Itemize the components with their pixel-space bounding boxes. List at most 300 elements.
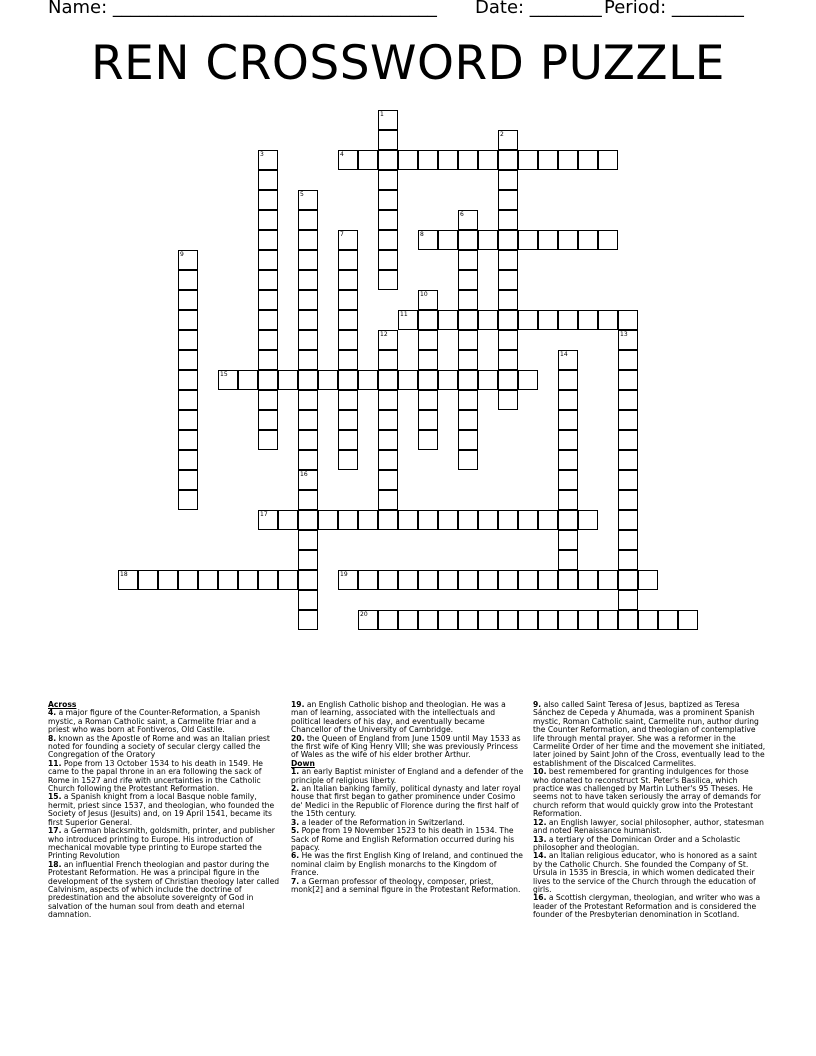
grid-cell[interactable] [258, 570, 278, 590]
grid-cell[interactable] [218, 370, 238, 390]
grid-cell[interactable] [458, 250, 478, 270]
grid-cell[interactable] [558, 610, 578, 630]
grid-cell[interactable] [458, 210, 478, 230]
clue-item-text: a German professor of theology, composer, priest, monk[2] and a seminal figure in the Protestant Reformation. [291, 876, 521, 894]
grid-cell[interactable] [258, 230, 278, 250]
grid-cell[interactable] [558, 470, 578, 490]
clue-item-number: 15. [48, 792, 62, 802]
grid-cell[interactable] [278, 370, 298, 390]
grid-cell[interactable] [338, 250, 358, 270]
grid-cell[interactable] [438, 610, 458, 630]
grid-cell[interactable] [158, 570, 178, 590]
grid-cell[interactable] [418, 150, 438, 170]
grid-cell[interactable] [518, 570, 538, 590]
grid-cell[interactable] [458, 350, 478, 370]
grid-cell[interactable] [518, 510, 538, 530]
clue-item-text: best remembered for granting indulgences for those who donated to reconstruct St. Peter's Basilica, which practice was challenged by Martin Luther's 95 Theses. He seems not to have taken seriously the array of demands for church reform that would quickly grow into the Protestant Reformation. [533, 767, 761, 819]
grid-cell[interactable] [298, 230, 318, 250]
grid-cell[interactable] [598, 230, 618, 250]
grid-cell[interactable] [458, 570, 478, 590]
grid-cell[interactable] [378, 570, 398, 590]
grid-cell[interactable] [418, 510, 438, 530]
grid-cell[interactable] [558, 310, 578, 330]
grid-cell[interactable] [278, 510, 298, 530]
grid-cell[interactable] [558, 370, 578, 390]
grid-cell[interactable] [338, 270, 358, 290]
grid-cell[interactable] [258, 370, 278, 390]
grid-cell[interactable] [178, 450, 198, 470]
grid-cell[interactable] [258, 510, 278, 530]
grid-cell[interactable] [458, 370, 478, 390]
grid-cell[interactable] [458, 390, 478, 410]
grid-cell[interactable] [298, 250, 318, 270]
grid-cell[interactable] [618, 570, 638, 590]
grid-cell[interactable] [458, 430, 478, 450]
clue-item-number: 19. [291, 700, 305, 709]
grid-cell[interactable] [498, 230, 518, 250]
grid-cell[interactable] [338, 230, 358, 250]
grid-cell[interactable] [258, 390, 278, 410]
grid-cell[interactable] [378, 390, 398, 410]
grid-cell[interactable] [178, 250, 198, 270]
grid-cell[interactable] [378, 250, 398, 270]
grid-cell[interactable] [518, 610, 538, 630]
grid-cell[interactable] [438, 310, 458, 330]
date-field-label: Date: ________ [475, 0, 602, 18]
clue-number: 2 [500, 131, 504, 138]
grid-cell[interactable] [338, 570, 358, 590]
grid-cell[interactable] [178, 270, 198, 290]
grid-cell[interactable] [498, 370, 518, 390]
grid-cell[interactable] [458, 310, 478, 330]
grid-cell[interactable] [478, 150, 498, 170]
grid-cell[interactable] [298, 510, 318, 530]
clues-column-1 [48, 701, 280, 920]
clue-item-number: 16. [533, 893, 547, 903]
grid-cell[interactable] [378, 110, 398, 130]
clue-item-text: a major figure of the Counter-Reformation, a Spanish mystic, a Roman Catholic saint, a Carmelite friar and a priest who was born at Fontiveros, Old Castile. [48, 708, 261, 735]
clue-number: 19 [340, 571, 348, 578]
grid-cell[interactable] [378, 470, 398, 490]
clue-number: 3 [260, 151, 264, 158]
grid-cell[interactable] [418, 410, 438, 430]
grid-cell[interactable] [298, 470, 318, 490]
clue-item [533, 768, 766, 818]
clue-number: 4 [340, 151, 344, 158]
clue-item [48, 793, 280, 827]
grid-cell[interactable] [298, 310, 318, 330]
grid-cell[interactable] [358, 610, 378, 630]
grid-cell[interactable] [458, 290, 478, 310]
grid-cell[interactable] [618, 430, 638, 450]
clue-item [48, 709, 280, 734]
grid-cell[interactable] [298, 370, 318, 390]
grid-cell[interactable] [498, 350, 518, 370]
grid-cell[interactable] [338, 450, 358, 470]
grid-cell[interactable] [558, 150, 578, 170]
grid-cell[interactable] [618, 490, 638, 510]
clue-item-text: an English Catholic bishop and theologian. He was a man of learning, associated with the intellectuals and political leaders of his day, and eventually became Chancellor of the University of Cambridge. [291, 700, 506, 735]
grid-cell[interactable] [378, 410, 398, 430]
grid-cell[interactable] [258, 270, 278, 290]
clue-number: 1 [380, 111, 384, 118]
grid-cell[interactable] [498, 390, 518, 410]
clue-item-number: 3. [291, 817, 300, 827]
grid-cell[interactable] [398, 510, 418, 530]
grid-cell[interactable] [338, 370, 358, 390]
clue-number: 9 [180, 251, 184, 258]
name-field-label: Name: ____________________________________ [48, 0, 437, 18]
clue-item [291, 735, 524, 760]
grid-cell[interactable] [418, 230, 438, 250]
grid-cell[interactable] [378, 150, 398, 170]
clue-item-number: 10. [533, 767, 547, 777]
grid-cell[interactable] [258, 350, 278, 370]
grid-cell[interactable] [578, 510, 598, 530]
down-heading: Down [291, 758, 315, 768]
grid-cell[interactable] [298, 530, 318, 550]
grid-cell[interactable] [318, 370, 338, 390]
grid-cell[interactable] [618, 510, 638, 530]
grid-cell[interactable] [658, 610, 678, 630]
grid-cell[interactable] [478, 510, 498, 530]
clue-item-text: a tertiary of the Dominican Order and a Scholastic philosopher and theologian. [533, 834, 741, 852]
grid-cell[interactable] [298, 550, 318, 570]
grid-cell[interactable] [558, 230, 578, 250]
grid-cell[interactable] [638, 610, 658, 630]
grid-cell[interactable] [378, 130, 398, 150]
grid-cell[interactable] [258, 150, 278, 170]
grid-cell[interactable] [338, 330, 358, 350]
grid-cell[interactable] [418, 350, 438, 370]
across-heading: Across [48, 700, 77, 709]
grid-cell[interactable] [558, 390, 578, 410]
grid-cell[interactable] [258, 210, 278, 230]
clue-item-number: 17. [48, 826, 62, 836]
grid-cell[interactable] [498, 190, 518, 210]
clue-item-text: an early Baptist minister of England and a defender of the principle of religious liberty. [291, 767, 524, 785]
grid-cell[interactable] [458, 230, 478, 250]
grid-cell[interactable] [578, 570, 598, 590]
grid-cell[interactable] [378, 370, 398, 390]
grid-cell[interactable] [298, 190, 318, 210]
grid-cell[interactable] [458, 150, 478, 170]
grid-cell[interactable] [618, 310, 638, 330]
grid-cell[interactable] [378, 510, 398, 530]
grid-cell[interactable] [618, 390, 638, 410]
grid-cell[interactable] [298, 430, 318, 450]
grid-cell[interactable] [178, 290, 198, 310]
grid-cell[interactable] [498, 330, 518, 350]
grid-cell[interactable] [478, 310, 498, 330]
grid-cell[interactable] [558, 510, 578, 530]
grid-cell[interactable] [618, 450, 638, 470]
grid-cell[interactable] [258, 190, 278, 210]
grid-cell[interactable] [458, 330, 478, 350]
clue-number: 13 [620, 331, 628, 338]
clue-item [291, 852, 524, 877]
grid-cell[interactable] [258, 290, 278, 310]
clue-number: 18 [120, 571, 128, 578]
clue-item-text: a Scottish clergyman, theologian, and writer who was a leader of the Protestant Reformation and is considered the founder of the Presbyterian denomination in Scotland. [533, 893, 761, 920]
grid-cell[interactable] [498, 210, 518, 230]
grid-cell[interactable] [598, 570, 618, 590]
grid-cell[interactable] [258, 330, 278, 350]
clue-item-number: 8. [48, 733, 57, 743]
clue-item-number: 11. [48, 758, 62, 768]
grid-cell[interactable] [618, 330, 638, 350]
grid-cell[interactable] [458, 450, 478, 470]
grid-cell[interactable] [178, 570, 198, 590]
grid-cell[interactable] [298, 290, 318, 310]
grid-cell[interactable] [298, 490, 318, 510]
grid-cell[interactable] [618, 350, 638, 370]
grid-cell[interactable] [298, 330, 318, 350]
grid-cell[interactable] [178, 310, 198, 330]
grid-cell[interactable] [298, 210, 318, 230]
grid-cell[interactable] [298, 350, 318, 370]
grid-cell[interactable] [578, 150, 598, 170]
grid-cell[interactable] [498, 150, 518, 170]
grid-cell[interactable] [398, 570, 418, 590]
period-field-label: Period: ________ [604, 0, 744, 18]
grid-cell[interactable] [378, 610, 398, 630]
grid-cell[interactable] [438, 150, 458, 170]
grid-cell[interactable] [378, 270, 398, 290]
clue-number: 15 [220, 371, 228, 378]
grid-cell[interactable] [378, 450, 398, 470]
clue-item-text: an influential French theologian and pastor during the Protestant Reformation. He was a principal figure in the development of the system of Christian theology later called Calvinism, aspects of which include the doctrine of predestination and the absolute sovereignty of God in salvation of the human soul from death and eternal damnation. [48, 859, 280, 920]
grid-cell[interactable] [518, 370, 538, 390]
grid-cell[interactable] [298, 450, 318, 470]
grid-cell[interactable] [558, 490, 578, 510]
grid-cell[interactable] [498, 290, 518, 310]
grid-cell[interactable] [178, 390, 198, 410]
grid-cell[interactable] [418, 290, 438, 310]
clue-item [48, 861, 280, 920]
grid-cell[interactable] [538, 230, 558, 250]
grid-cell[interactable] [458, 270, 478, 290]
grid-cell[interactable] [338, 410, 358, 430]
grid-cell[interactable] [178, 470, 198, 490]
grid-cell[interactable] [298, 610, 318, 630]
grid-cell[interactable] [498, 250, 518, 270]
grid-cell[interactable] [558, 430, 578, 450]
grid-cell[interactable] [458, 410, 478, 430]
clue-number: 11 [400, 311, 408, 318]
clue-item-text: known as the Apostle of Rome and was an Italian priest noted for founding a society of secular clergy called the Congregation of the Oratory [48, 733, 270, 760]
grid-cell[interactable] [638, 570, 658, 590]
grid-cell[interactable] [378, 430, 398, 450]
grid-cell[interactable] [298, 270, 318, 290]
clues-column-3 [533, 701, 766, 920]
clue-item-text: Pope from 19 November 1523 to his death in 1534. The Sack of Rome and English Reformation occurred during his papacy. [291, 826, 515, 852]
clue-number: 20 [360, 611, 368, 618]
clue-item-number: 2. [291, 784, 300, 794]
grid-cell[interactable] [438, 230, 458, 250]
grid-cell[interactable] [338, 430, 358, 450]
grid-cell[interactable] [618, 410, 638, 430]
grid-cell[interactable] [558, 450, 578, 470]
grid-cell[interactable] [378, 350, 398, 370]
grid-cell[interactable] [538, 310, 558, 330]
grid-cell[interactable] [578, 610, 598, 630]
grid-cell[interactable] [298, 390, 318, 410]
grid-cell[interactable] [298, 570, 318, 590]
grid-cell[interactable] [118, 570, 138, 590]
grid-cell[interactable] [398, 610, 418, 630]
grid-cell[interactable] [138, 570, 158, 590]
grid-cell[interactable] [338, 150, 358, 170]
grid-cell[interactable] [238, 370, 258, 390]
grid-cell[interactable] [458, 610, 478, 630]
grid-cell[interactable] [378, 330, 398, 350]
grid-cell[interactable] [378, 190, 398, 210]
grid-cell[interactable] [258, 430, 278, 450]
grid-cell[interactable] [358, 510, 378, 530]
grid-cell[interactable] [558, 550, 578, 570]
grid-cell[interactable] [598, 310, 618, 330]
clue-number: 8 [420, 231, 424, 238]
grid-cell[interactable] [458, 510, 478, 530]
clue-number: 14 [560, 351, 568, 358]
grid-cell[interactable] [498, 170, 518, 190]
grid-cell[interactable] [418, 570, 438, 590]
grid-cell[interactable] [178, 370, 198, 390]
grid-cell[interactable] [538, 510, 558, 530]
grid-cell[interactable] [218, 570, 238, 590]
grid-cell[interactable] [418, 310, 438, 330]
grid-cell[interactable] [358, 370, 378, 390]
grid-cell[interactable] [278, 570, 298, 590]
grid-cell[interactable] [418, 610, 438, 630]
clue-number: 7 [340, 231, 344, 238]
grid-cell[interactable] [518, 150, 538, 170]
grid-cell[interactable] [178, 430, 198, 450]
grid-cell[interactable] [358, 570, 378, 590]
grid-cell[interactable] [618, 590, 638, 610]
grid-cell[interactable] [258, 170, 278, 190]
grid-cell[interactable] [438, 570, 458, 590]
grid-cell[interactable] [498, 570, 518, 590]
grid-cell[interactable] [398, 310, 418, 330]
grid-cell[interactable] [318, 510, 338, 530]
clue-number: 16 [300, 471, 308, 478]
grid-cell[interactable] [578, 310, 598, 330]
grid-cell[interactable] [618, 530, 638, 550]
grid-cell[interactable] [498, 610, 518, 630]
clue-item-number: 14. [533, 851, 547, 861]
grid-cell[interactable] [538, 610, 558, 630]
grid-cell[interactable] [558, 570, 578, 590]
grid-cell[interactable] [618, 550, 638, 570]
grid-cell[interactable] [178, 410, 198, 430]
grid-cell[interactable] [538, 150, 558, 170]
clue-item-number: 7. [291, 876, 300, 886]
grid-cell[interactable] [378, 490, 398, 510]
grid-cell[interactable] [258, 250, 278, 270]
clue-item-number: 20. [291, 733, 305, 743]
clue-item [48, 827, 280, 861]
grid-cell[interactable] [678, 610, 698, 630]
grid-cell[interactable] [338, 350, 358, 370]
clue-item-number: 4. [48, 708, 57, 718]
grid-cell[interactable] [418, 390, 438, 410]
grid-cell[interactable] [518, 230, 538, 250]
grid-cell[interactable] [298, 590, 318, 610]
grid-cell[interactable] [398, 150, 418, 170]
grid-cell[interactable] [258, 410, 278, 430]
grid-cell[interactable] [238, 570, 258, 590]
grid-cell[interactable] [558, 530, 578, 550]
grid-cell[interactable] [438, 510, 458, 530]
grid-cell[interactable] [418, 430, 438, 450]
grid-cell[interactable] [398, 370, 418, 390]
clue-item-text: a Spanish knight from a local Basque noble family, hermit, priest since 1537, and theologian, who founded the Society of Jesus (Jesuits) and, on 19 April 1541, became its first Superior General. [48, 792, 275, 827]
clues-column-2 [291, 701, 524, 894]
clue-item [291, 878, 524, 895]
grid-cell[interactable] [618, 470, 638, 490]
grid-cell[interactable] [338, 290, 358, 310]
grid-cell[interactable] [498, 270, 518, 290]
grid-cell[interactable] [478, 230, 498, 250]
grid-cell[interactable] [478, 610, 498, 630]
grid-cell[interactable] [358, 150, 378, 170]
clue-item-number: 9. [533, 700, 542, 709]
grid-cell[interactable] [498, 130, 518, 150]
grid-cell[interactable] [378, 230, 398, 250]
clue-item [291, 768, 524, 785]
clue-item [533, 894, 766, 919]
grid-cell[interactable] [498, 310, 518, 330]
grid-cell[interactable] [418, 330, 438, 350]
grid-cell[interactable] [178, 350, 198, 370]
grid-cell[interactable] [298, 410, 318, 430]
grid-cell[interactable] [598, 610, 618, 630]
clue-item-text: a German blacksmith, goldsmith, printer, and publisher who introduced printing to Europe. His introduction of mechanical movable type printing to Europe started the Printing Revolution [48, 826, 275, 861]
clue-item [48, 760, 280, 794]
grid-cell[interactable] [558, 350, 578, 370]
clue-number: 12 [380, 331, 388, 338]
grid-cell[interactable] [518, 310, 538, 330]
grid-cell[interactable] [338, 510, 358, 530]
grid-cell[interactable] [338, 310, 358, 330]
grid-cell[interactable] [498, 510, 518, 530]
grid-cell[interactable] [378, 210, 398, 230]
grid-cell[interactable] [618, 370, 638, 390]
clue-item-text: Pope from 13 October 1534 to his death in 1549. He came to the papal throne in an era following the sack of Rome in 1527 and rife with uncertainties in the Catholic Church following the Protestant Reformation. [48, 758, 263, 794]
grid-cell[interactable] [558, 410, 578, 430]
grid-cell[interactable] [178, 490, 198, 510]
grid-cell[interactable] [478, 370, 498, 390]
clue-number: 5 [300, 191, 304, 198]
grid-cell[interactable] [338, 390, 358, 410]
grid-cell[interactable] [198, 570, 218, 590]
grid-cell[interactable] [418, 370, 438, 390]
grid-cell[interactable] [538, 570, 558, 590]
clue-item [533, 852, 766, 894]
clue-item-text: an Italian religious educator, who is honored as a saint by the Catholic Church. She founded the Company of St. Ursula in 1535 in Brescia, in which women dedicated their lives to the service of the Church through the education of girls. [533, 851, 757, 894]
grid-cell[interactable] [478, 570, 498, 590]
grid-cell[interactable] [598, 150, 618, 170]
grid-cell[interactable] [438, 370, 458, 390]
grid-cell[interactable] [578, 230, 598, 250]
grid-cell[interactable] [378, 170, 398, 190]
grid-cell[interactable] [178, 330, 198, 350]
grid-cell[interactable] [618, 610, 638, 630]
clue-item-text: a leader of the Reformation in Switzerland. [299, 817, 465, 827]
grid-cell[interactable] [258, 310, 278, 330]
